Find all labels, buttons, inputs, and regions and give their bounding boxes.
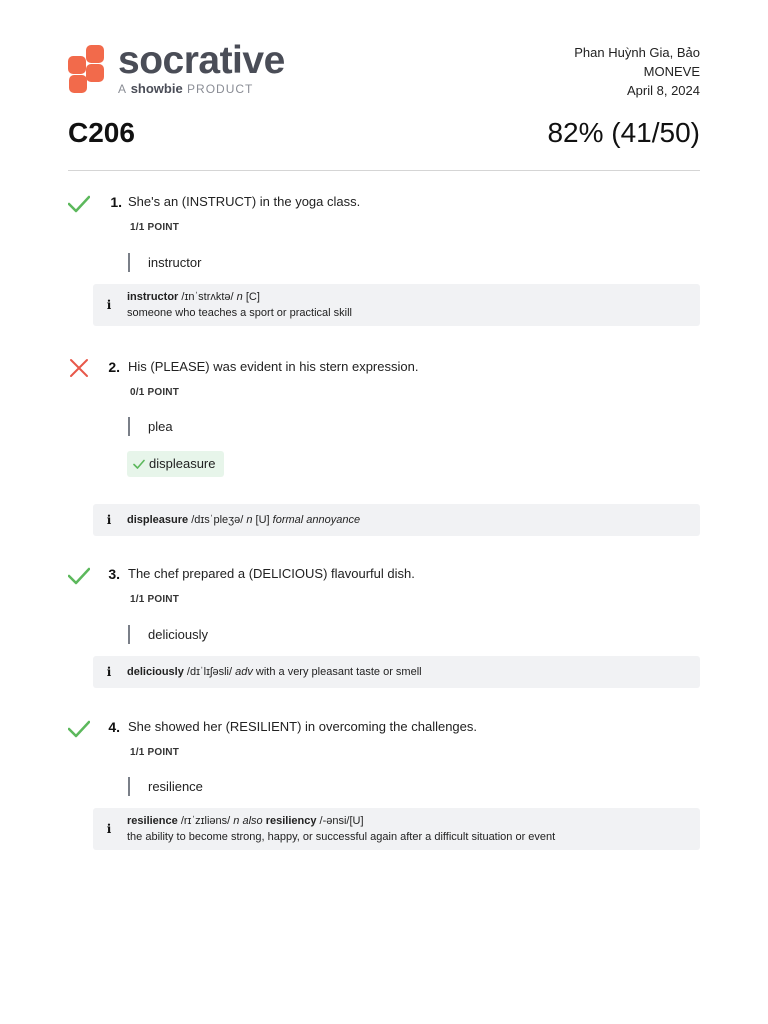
score-summary: 82% (41/50) <box>547 117 700 148</box>
class-name: MONEVE <box>643 64 700 79</box>
info-box: i instructor /ɪnˈstrʌktə/ n [C] someone who teaches a sport or practical skill <box>93 284 700 326</box>
check-icon <box>68 717 90 739</box>
info-box: i deliciously /dɪˈlɪʃəsli/ adv with a very pleasant taste or smell <box>93 656 700 688</box>
student-meta <box>574 43 700 100</box>
info-icon: i <box>106 513 112 527</box>
question-number: 1. <box>110 194 122 210</box>
socrative-logo <box>68 39 285 96</box>
info-icon: i <box>106 822 112 836</box>
correct-answer: displeasure <box>127 451 224 477</box>
logo-wordmark: socrative <box>118 39 285 82</box>
definition: someone who teaches a sport or practical skill <box>127 307 352 319</box>
question-text: The chef prepared a (DELICIOUS) flavourful dish. <box>128 566 415 581</box>
question-number: 4. <box>108 719 120 735</box>
student-answer: resilience <box>128 777 203 796</box>
definition: formal annoyance <box>272 514 361 526</box>
check-icon <box>68 564 90 586</box>
info-icon: i <box>106 665 112 679</box>
student-answer: plea <box>128 417 173 436</box>
question-points: 1/1 POINT <box>130 747 180 758</box>
question-points: 0/1 POINT <box>130 387 180 398</box>
report-header <box>68 39 700 102</box>
question-number: 3. <box>108 566 120 582</box>
cross-icon <box>68 357 90 379</box>
info-icon: i <box>106 298 112 312</box>
logo-tagline: A showbie PRODUCT <box>118 81 254 96</box>
check-small-icon <box>133 458 145 470</box>
title-row <box>68 117 700 157</box>
room-name: C206 <box>68 117 135 148</box>
info-box: i resilience /rɪˈzɪliəns/ n also resiliency /-ənsi/[U] the ability to become strong, happy, or successful again after a difficult situation or event <box>93 808 700 850</box>
report-date: April 8, 2024 <box>627 83 700 98</box>
question-points: 1/1 POINT <box>130 222 180 233</box>
question-text: She showed her (RESILIENT) in overcoming the challenges. <box>128 719 478 734</box>
definition: the ability to become strong, happy, or successful again after a difficult situation or event <box>127 831 556 843</box>
question-text: His (PLEASE) was evident in his stern expression. <box>128 359 419 374</box>
info-box: i displeasure /dɪsˈpleʒə/ n [U] formal annoyance <box>93 504 700 536</box>
student-answer: deliciously <box>128 625 208 644</box>
check-icon <box>68 192 90 214</box>
student-answer: instructor <box>128 253 201 272</box>
definition: with a very pleasant taste or smell <box>252 666 422 678</box>
header-divider <box>68 170 700 171</box>
question-text: She's an (INSTRUCT) in the yoga class. <box>128 194 361 209</box>
question-points: 1/1 POINT <box>130 594 180 605</box>
hexagon-logo-icon <box>68 42 108 96</box>
student-name: Phan Huỳnh Gia, Bảo <box>574 45 700 60</box>
question-number: 2. <box>108 359 120 375</box>
